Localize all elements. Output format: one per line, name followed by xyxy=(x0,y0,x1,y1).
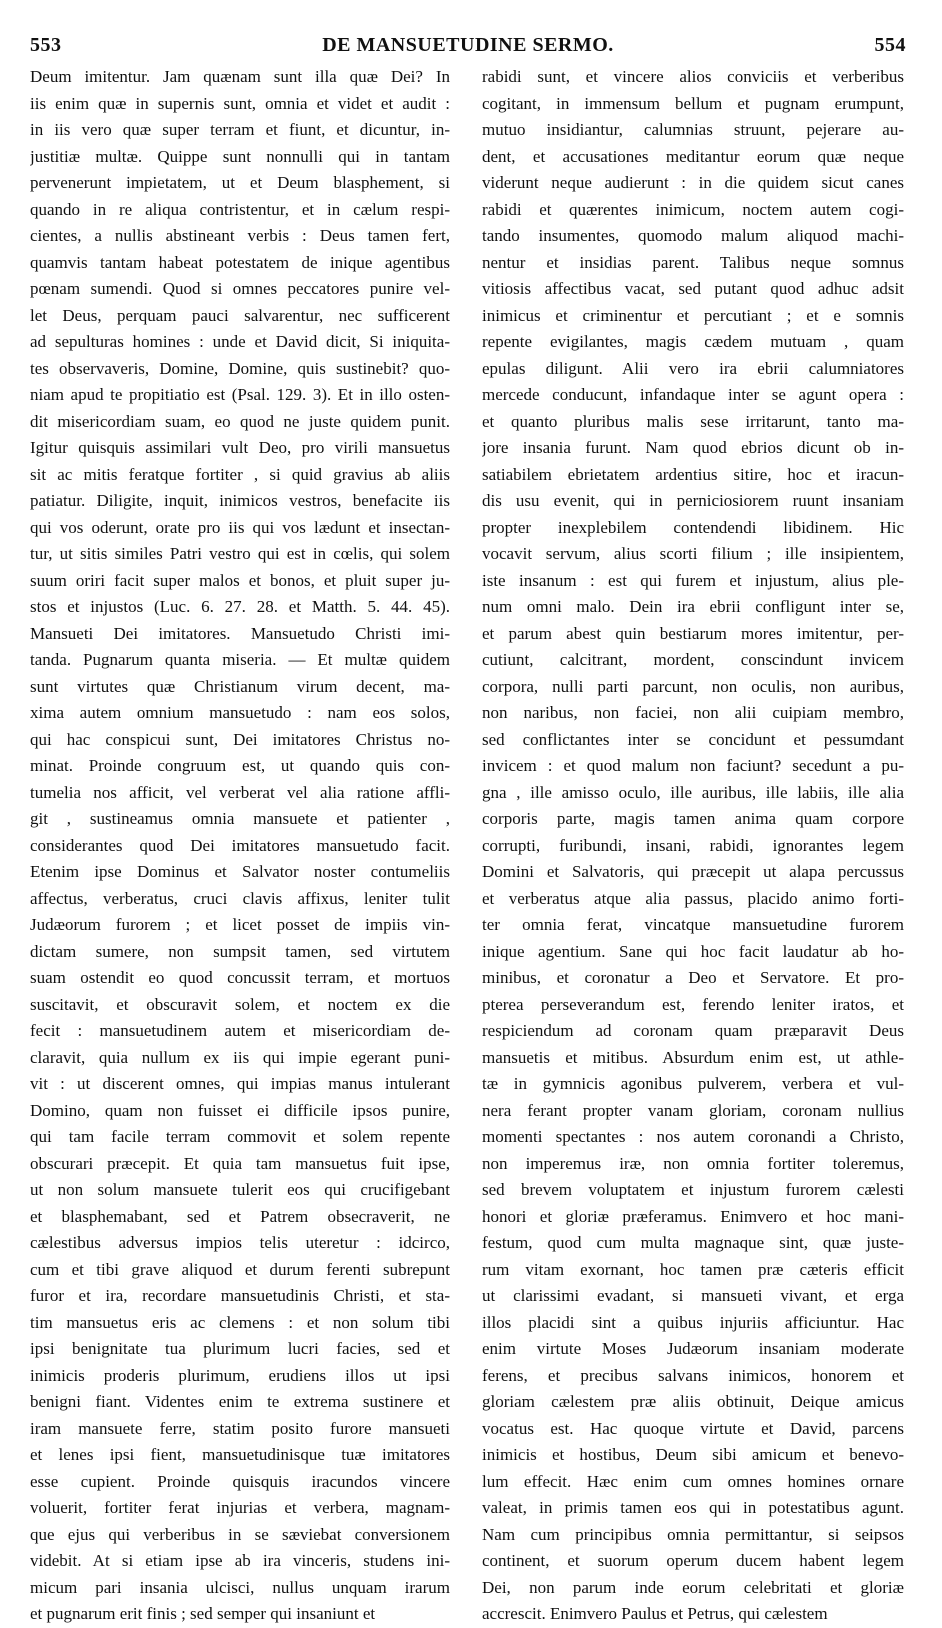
page-title: DE MANSUETUDINE SERMO. xyxy=(322,34,614,56)
text-line: gloriam cælestem præ aliis obtinuit, Deique amicus xyxy=(482,1392,904,1411)
text-line: non imperemus iræ, non omnia fortiter toleremus, xyxy=(482,1153,904,1173)
text-line: Etenim ipse Dominus et Salvator noster contumeliis xyxy=(30,862,450,881)
text-line: corpora, nulli parti parcunt, non oculis, non auribus, xyxy=(482,676,904,696)
text-line: corrupti, furibundi, insani, rabidi, ignorantes legem xyxy=(482,835,904,855)
text-line: mansuetis et mitibus. Absurdum enim est, ut athle- xyxy=(482,1047,904,1067)
text-line: iis enim quæ in supernis sunt, omnia et videt et audit : xyxy=(30,93,450,113)
text-line: minat. Proinde congruum est, ut quando quis con- xyxy=(30,756,450,775)
text-line: tes observaveris, Domine, Domine, quis sustinebit? quo- xyxy=(30,358,450,378)
text-line: qui vos oderunt, orate pro iis qui vos lædunt et insectan- xyxy=(30,517,450,537)
text-line: vocavit servum, alius scorti filium ; ille insipientem, xyxy=(482,544,904,563)
text-line: let Deus, perquam pauci salvarentur, nec sufficerent xyxy=(30,305,450,325)
text-line: minibus, et coronatur a Deo et Servatore. Et pro- xyxy=(482,968,904,987)
text-line: Dei, non parum inde eorum celebritati et gloriæ xyxy=(482,1577,904,1597)
text-line: repente evigilantes, magis cædem mutuam , quam xyxy=(482,332,904,351)
text-line: sunt virtutes quæ Christianum virum decent, ma- xyxy=(30,676,450,696)
text-line: videbit. At si etiam ipse ab ira vinceris, studens ini- xyxy=(30,1551,450,1570)
text-line: nera ferant propter vanam gloriam, coronam nullius xyxy=(482,1100,904,1120)
text-line: gna , ille amisso oculo, ille auribus, ille labiis, ille alia xyxy=(482,782,904,802)
text-line: niam apud te propitiatio est (Psal. 129. 3). Et in illo osten- xyxy=(30,385,450,404)
text-line: cutiunt, calcitrant, mordent, conscindunt invicem xyxy=(482,650,904,669)
text-line: qui hac conspicui sunt, Dei imitatores Christus no- xyxy=(30,729,450,749)
text-line: vitiosis affectibus vacat, sed putant quod adhuc adsit xyxy=(482,279,904,298)
right-text-column xyxy=(482,64,904,1628)
text-line: et pugnarum erit finis ; sed semper qui insaniunt et xyxy=(30,1604,376,1623)
text-line: momenti spectantes : nos autem coronandi a Christo, xyxy=(482,1127,904,1146)
text-line: lum effecit. Hæc enim cum omnes homines ornare xyxy=(482,1471,904,1491)
text-line: Igitur quisquis assimilari vult Deo, pro virili mansuetus xyxy=(30,438,450,457)
text-line: Judæorum furorem ; et licet posset de impiis vin- xyxy=(30,915,450,934)
text-line: suum oriri facit super malos et bonos, et pluit super ju- xyxy=(30,570,450,590)
text-line: ut non solum mansuete tulerit eos qui crucifigebant xyxy=(30,1180,450,1199)
text-line: viderunt neque audierunt : in die quidem sicut canes xyxy=(482,173,904,192)
text-line: inique agentium. Sane qui hoc facit laudatur ab ho- xyxy=(482,941,904,961)
text-line: fecit : mansuetudinem autem et misericordiam de- xyxy=(30,1021,450,1040)
text-line: sit ac mitis feratque fortiter , si quid gravius ab aliis xyxy=(30,464,450,484)
text-line: num omni malo. Dein ira ebrii confligunt inter se, xyxy=(482,597,904,616)
left-text-column xyxy=(30,64,450,1628)
text-line: nentur et insidias parent. Talibus neque somnus xyxy=(482,252,904,272)
page-number-right: 554 xyxy=(874,34,906,56)
text-line: ipsi benignitate tua plurimum lucri facies, sed et xyxy=(30,1339,450,1358)
text-line: et lenes ipsi fient, mansuetudinisque tuæ imitatores xyxy=(30,1445,450,1464)
text-line: non naribus, non faciei, non alii cuipiam membro, xyxy=(482,703,904,722)
text-line: dis usu evenit, qui in perniciosiorem ruunt insaniam xyxy=(482,491,904,510)
text-line: invicem : et quod malum non faciunt? secedunt a pu- xyxy=(482,756,904,775)
text-line: quando in re aliqua contristentur, et in cælum respi- xyxy=(30,199,450,219)
text-line: Nam cum principibus omnia permittantur, si seipsos xyxy=(482,1524,904,1544)
text-line: Domino, quam non fuisset ei difficile ipsos punire, xyxy=(30,1100,450,1120)
text-line: honori et gloriæ præferamus. Enimvero et hoc mani- xyxy=(482,1206,904,1226)
text-line: dit misericordiam suam, eo quod ne juste quidem punit. xyxy=(30,411,450,431)
text-line: obscurari præcepit. Et quia tam mansuetus fuit ipse, xyxy=(30,1153,450,1173)
text-line: tim mansuetus eris ac clemens : et non solum tibi xyxy=(30,1312,450,1332)
text-line: quamvis tantam habeat potestatem de inique agentibus xyxy=(30,252,450,272)
text-line: xima autem omnium mansuetudo : nam eos solos, xyxy=(30,703,450,722)
text-line: et quanto pluribus malis sese irritarunt, tanto ma- xyxy=(482,411,904,431)
text-line: jore insania furunt. Nam quod ebrios dicunt ob in- xyxy=(482,438,904,457)
text-line: sed conflictantes inter se concidunt et pessumdant xyxy=(482,729,904,749)
text-line: mercede conducunt, infandaque inter se agunt opera : xyxy=(482,385,904,404)
text-line: tæ in gymnicis agonibus pulverem, verbera et vul- xyxy=(482,1074,904,1093)
text-line: iram mansuete ferre, statim posito furore mansueti xyxy=(30,1418,450,1438)
running-header xyxy=(30,30,906,60)
text-line: dictam sumere, non sumpsit tamen, sed virtutem xyxy=(30,941,450,961)
page-number-left: 553 xyxy=(30,34,62,56)
text-line: cælestibus adversus impios telis uteretur : idcirco, xyxy=(30,1233,450,1252)
text-line: considerantes quod Dei imitatores mansuetudo facit. xyxy=(30,835,450,855)
text-line: ter omnia ferat, vincatque mansuetudine furorem xyxy=(482,915,904,934)
text-line: pterea perseverandum est, ferendo leniter iratos, et xyxy=(482,994,904,1014)
text-line: mutuo insidiantur, calumnias struunt, pejerare au- xyxy=(482,120,904,139)
text-line: affectus, verberatus, cruci clavis affixus, leniter tulit xyxy=(30,888,450,908)
text-line: iste insanum : est qui furem et injustum, alius ple- xyxy=(482,570,904,590)
text-line: suam ostendit eo quod concussit terram, et mortuos xyxy=(30,968,450,987)
text-line: vocatus est. Hac quoque virtute et David, parcens xyxy=(482,1418,904,1438)
text-line: Deum imitentur. Jam quænam sunt illa quæ Dei? In xyxy=(30,67,450,86)
text-line: stos et injustos (Luc. 6. 27. 28. et Matth. 5. 44. 45). xyxy=(30,597,450,616)
text-line: et blasphemabant, sed et Patrem obsecraverit, ne xyxy=(30,1206,450,1226)
text-line: furor et ira, recordare mansuetudinis Christi, et sta- xyxy=(30,1286,450,1305)
text-line: ferens, et precibus salvans inimicos, honorem et xyxy=(482,1365,904,1385)
text-line: qui tam facile terram commovit et solem repente xyxy=(30,1127,450,1146)
text-line: cum et tibi grave aliquod et durum ferenti subrepunt xyxy=(30,1259,450,1279)
text-line: epulas diligunt. Alii vero ira ebrii calumniatores xyxy=(482,358,904,378)
text-line: suscitavit, et obscuravit solem, et noctem ex die xyxy=(30,994,450,1014)
text-line: benigni fiant. Videntes enim te extrema sustinere et xyxy=(30,1392,450,1411)
text-line: inimicis proderis plurimum, erudiens illos ut ipsi xyxy=(30,1365,450,1385)
text-line: rum vitam exornant, hoc tamen præ cæteris efficit xyxy=(482,1259,904,1279)
text-line: patiatur. Diligite, inquit, inimicos vestros, benefacite iis xyxy=(30,491,450,510)
text-line: inimicus et criminentur et percutiant ; et e somnis xyxy=(482,305,904,325)
text-line: valeat, in primis tamen eos qui in potestatibus agunt. xyxy=(482,1498,904,1517)
text-line: illos placidi sint a quibus injuriis afficiuntur. Hac xyxy=(482,1312,904,1332)
text-line: continent, et suorum operum ducem habent legem xyxy=(482,1551,904,1570)
text-line: rabidi sunt, et vincere alios conviciis et verberibus xyxy=(482,67,904,86)
text-line: festum, quod cum multa magnaque sint, quæ juste- xyxy=(482,1233,904,1252)
text-line: respiciendum ad coronam quam præparavit Deus xyxy=(482,1021,904,1040)
text-line: claravit, quia nullum ex iis qui impie egerant puni- xyxy=(30,1047,450,1067)
text-line: rabidi et quærentes inimicum, noctem autem cogi- xyxy=(482,199,904,219)
text-line: accrescit. Enimvero Paulus et Petrus, qui cælestem xyxy=(482,1604,828,1623)
text-line: in iis vero quæ super terram et fiunt, et dicuntur, in- xyxy=(30,120,450,139)
text-line: enim virtute Moses Judæorum insaniam moderate xyxy=(482,1339,904,1358)
text-line: git , sustineamus omnia mansuete et patienter , xyxy=(30,809,450,828)
text-line: ut clarissimi evadant, si mansueti vivant, et erga xyxy=(482,1286,904,1305)
text-line: cientes, a nullis abstineant verbis : Deus tamen fert, xyxy=(30,226,450,245)
text-line: pœnam sumendi. Quod si omnes peccatores punire vel- xyxy=(30,279,450,298)
text-line: micum pari insania ulcisci, nullus unquam irarum xyxy=(30,1577,450,1597)
text-line: Domini et Salvatoris, qui præcepit ut alapa percussus xyxy=(482,862,904,881)
text-line: corporis parte, magis tamen anima quam corpore xyxy=(482,809,904,828)
text-line: pervenerunt impietatem, ut et Deum blasphement, si xyxy=(30,173,450,192)
text-line: cogitant, in immensum bellum et pugnam erumpunt, xyxy=(482,93,904,113)
text-line: sed brevem voluptatem et injustum furorem cælesti xyxy=(482,1180,904,1199)
text-line: satiabilem ebrietatem ardentius sitire, hoc et iracun- xyxy=(482,464,904,484)
text-line: dent, et accusationes meditantur eorum quæ neque xyxy=(482,146,904,166)
text-line: tumelia nos afficit, vel verberat vel alia ratione affli- xyxy=(30,782,450,802)
text-line: voluerit, fortiter ferat injurias et verbera, magnam- xyxy=(30,1498,450,1517)
text-line: Mansueti Dei imitatores. Mansuetudo Christi imi- xyxy=(30,623,450,643)
text-line: vit : ut discerent omnes, qui impias manus intulerant xyxy=(30,1074,450,1093)
text-line: propter inexplebilem contendendi libidinem. Hic xyxy=(482,517,904,537)
text-line: tando insumentes, quomodo malum aliquod machi- xyxy=(482,226,904,245)
text-line: esse cupient. Proinde quisquis iracundos vincere xyxy=(30,1471,450,1491)
text-line: et parum abest quin bestiarum mores imitentur, per- xyxy=(482,623,904,643)
text-line: et verberatus atque alia passus, placido animo forti- xyxy=(482,888,904,908)
text-line: justitiæ multæ. Quippe sunt nonnulli qui in tantam xyxy=(30,146,450,166)
text-line: ad sepulturas homines : unde et David dicit, Si iniquita- xyxy=(30,332,450,351)
text-line: que ejus qui verberibus in se sæviebat conversionem xyxy=(30,1524,450,1544)
text-line: tanda. Pugnarum quanta miseria. — Et multæ quidem xyxy=(30,650,450,669)
text-line: inimicis et hostibus, Deum sibi amicum et benevo- xyxy=(482,1445,904,1464)
text-line: tur, ut sitis similes Patri vestro qui est in cœlis, qui solem xyxy=(30,544,450,563)
